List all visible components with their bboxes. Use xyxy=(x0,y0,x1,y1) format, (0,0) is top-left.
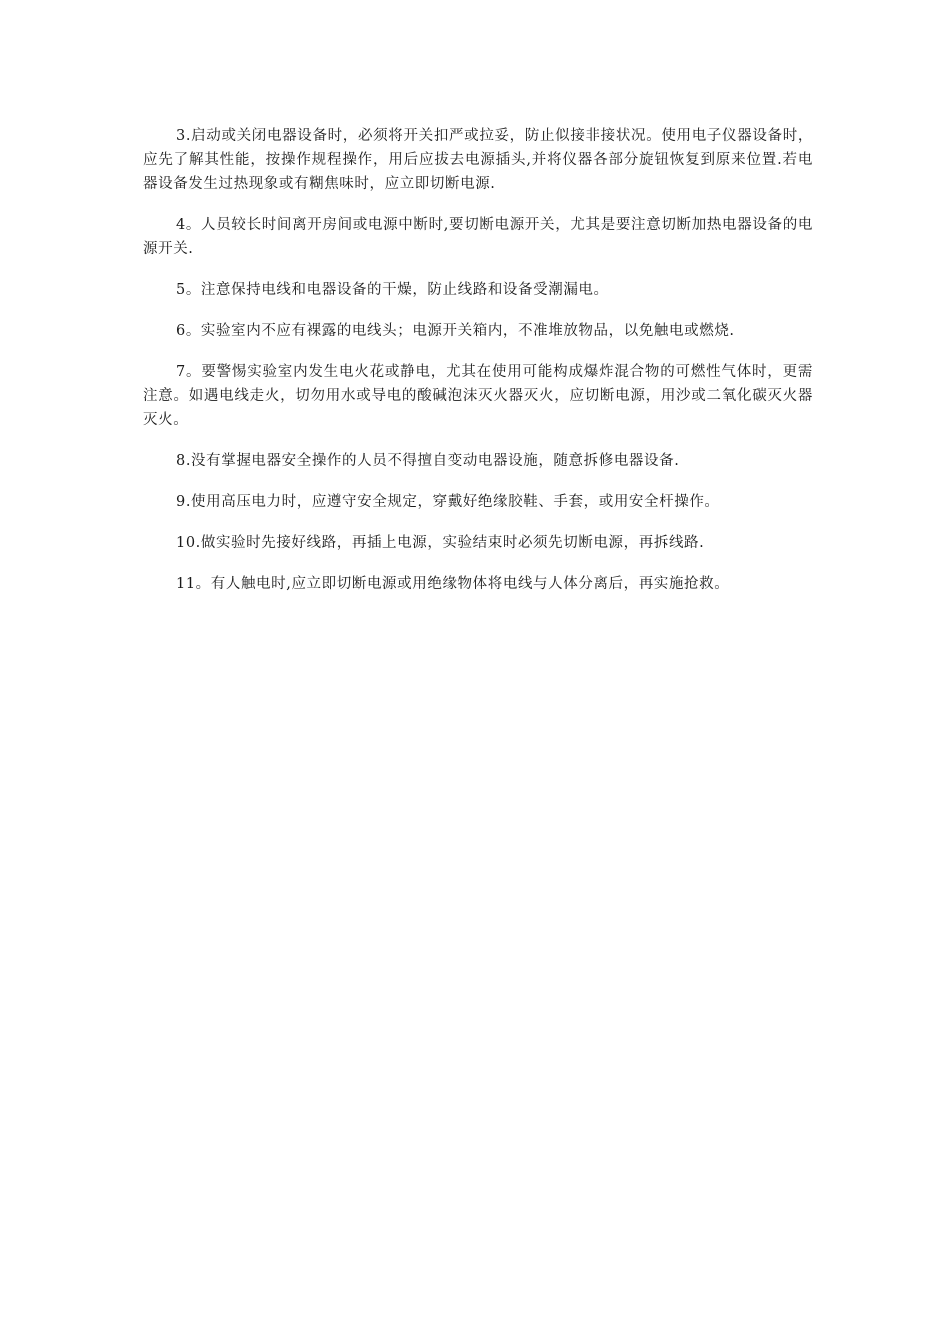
paragraph-item-10: 10.做实验时先接好线路，再插上电源，实验结束时必须先切断电源，再拆线路. xyxy=(176,535,705,551)
paragraph-item-5: 5。注意保持电线和电器设备的干燥，防止线路和设备受潮漏电。 xyxy=(176,282,609,298)
paragraph-item-3: 3.启动或关闭电器设备时，必须将开关扣严或拉妥，防止似接非接状况。使用电子仪器设备时，应先了解其性能，按操作规程操作，用后应拔去电源插头,并将仪器各部分旋钮恢复到原来位置.若电器设备发生过热现象或有糊焦味时，应立即切断电源. xyxy=(143,128,813,192)
paragraph-item-6: 6。实验室内不应有裸露的电线头；电源开关箱内，不准堆放物品，以免触电或燃烧. xyxy=(176,323,735,339)
paragraph-item-11: 11。有人触电时,应立即切断电源或用绝缘物体将电线与人体分离后，再实施抢救。 xyxy=(176,576,730,592)
paragraph-item-9: 9.使用高压电力时，应遵守安全规定，穿戴好绝缘胶鞋、手套，或用安全杆操作。 xyxy=(176,494,720,510)
paragraph-item-7: 7。要警惕实验室内发生电火花或静电，尤其在使用可能构成爆炸混合物的可燃性气体时，更需注意。如遇电线走火，切勿用水或导电的酸碱泡沫灭火器灭火，应切断电源，用沙或二氧化碳灭火器灭火。 xyxy=(143,364,813,428)
document-body xyxy=(143,124,813,613)
paragraph-item-4: 4。人员较长时间离开房间或电源中断时,要切断电源开关，尤其是要注意切断加热电器设备的电源开关. xyxy=(143,217,813,257)
paragraph-item-8: 8.没有掌握电器安全操作的人员不得擅自变动电器设施，随意拆修电器设备. xyxy=(176,453,680,469)
